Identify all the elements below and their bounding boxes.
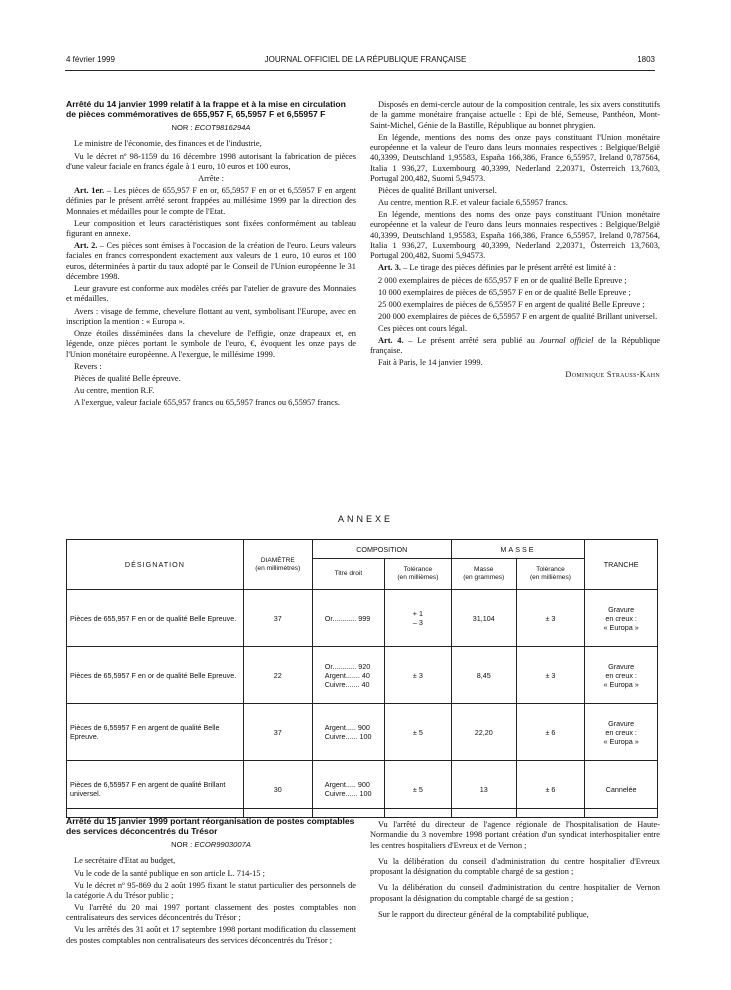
cell-line: Gravure: [608, 604, 635, 614]
decree1-title: Arrêté du 14 janvier 1999 relatif à la frappe et à la mise en circulation de pièces commémoratives de 655,957 F, 65,5957 F et 6,55957 F: [66, 99, 346, 119]
header-diametre: DIAMÈTRE (en millimètres): [243, 540, 312, 590]
page-header: [0, 55, 731, 69]
paragraph: Leur composition et leurs caractéristiques sont fixées conformément au tableau figurant en annexe.: [66, 218, 356, 239]
annexe-body: [67, 590, 658, 818]
decree2-nor: NOR : ECOR9903007A: [171, 840, 251, 850]
tolerance-cell: [385, 704, 452, 761]
page-number: 1803: [637, 55, 655, 64]
cell-line: Cuivre....... 40: [324, 679, 370, 689]
signatory: Dominique Strauss-Kahn: [565, 370, 660, 380]
paragraph: Disposés en demi-cercle autour de la composition centrale, les six avers constitutifs de la gamme monétaire française actuelle : Epi de blé, Semeuse, Panthéon, Mont-Saint-Michel, Génie de la Bastille, République au bonnet phrygien.: [370, 100, 660, 130]
header-masse-grams: Masse (en grammes): [451, 559, 516, 590]
masse-tolerance-cell: ± 6: [516, 704, 585, 761]
diametre-cell: 22: [243, 647, 312, 704]
tranche-cell: [585, 590, 658, 647]
cell-line: Gravure: [608, 718, 635, 728]
header-tranche: TRANCHE: [585, 540, 658, 590]
diametre-cell: 30: [243, 761, 312, 818]
cell-line: « Europa »: [603, 736, 639, 746]
paragraph: Le secrétaire d'Etat au budget,: [74, 856, 176, 866]
masse-cell: 31,104: [451, 590, 516, 647]
cell-line: ± 5: [412, 727, 423, 737]
cell-line: Cuivre...... 100: [324, 732, 372, 741]
cell-line: Cuivre...... 100: [324, 789, 372, 798]
masse-cell: 13: [451, 761, 516, 818]
paragraph: Vu les arrêtés des 31 août et 17 septembre 1998 portant modification du classement des postes comptables non centralisateurs des services déconcentrés du Trésor ;: [66, 925, 356, 945]
cell-line: en creux :: [605, 670, 637, 680]
cell-line: Argent..... 900: [324, 780, 370, 789]
cell-line: en creux :: [605, 727, 637, 737]
paragraph: 2 000 exemplaires de pièces de 655,957 F en or de qualité Belle Epreuve ;: [378, 275, 627, 285]
paragraph: Vu l'arrêté du 20 mai 1997 portant classement des postes comptables non centralisateurs des services déconcentrés du Trésor ;: [66, 903, 356, 923]
paragraph: 25 000 exemplaires de pièces de 6,55957 F en argent de qualité Belle Epreuve ;: [378, 299, 645, 309]
cell-line: Argent..... 900: [324, 723, 370, 732]
header-titre: Titre droit: [312, 559, 384, 590]
paragraph: 10 000 exemplaires de pièces de 65,5957 F en or de qualité Belle Epreuve ;: [378, 287, 631, 297]
titre-cell: [312, 590, 384, 647]
header-designation: DÉSIGNATION: [67, 540, 244, 590]
table-row: [67, 704, 658, 761]
tolerance-cell: [385, 647, 452, 704]
cell-line: Or............ 999: [324, 613, 371, 623]
designation-cell: Pièces de 655,957 F en or de qualité Belle Epreuve.: [67, 590, 244, 647]
paragraph: Vu la délibération du conseil d'administration du centre hospitalier de Vernon proposant la désignation du comptable chargé de sa gestion ;: [370, 883, 660, 903]
article-3: Art. 3. – Le tirage des pièces définies par le présent arrêté est limité à :: [378, 263, 616, 273]
tranche-cell: [585, 647, 658, 704]
cell-line: ± 5: [412, 784, 423, 794]
paragraph: Au centre, mention R.F.: [74, 385, 155, 395]
cell-line: en creux :: [605, 613, 637, 623]
paragraph: Vu le décret nº 98-1159 du 16 décembre 1998 autorisant la fabrication de pièces d'une valeur faciale en francs égale à 1 euro, 10 euros et 100 euros,: [66, 151, 356, 171]
paragraph: Avers : visage de femme, chevelure flottant au vent, symbolisant l'Europe, avec en inscription la mention : « Europa ».: [66, 306, 356, 326]
annexe-table: [66, 539, 658, 818]
paragraph: Vu le décret nº 95-869 du 2 août 1995 fixant le statut particulier des personnels de la catégorie A du Trésor public ;: [66, 880, 356, 900]
cell-line: Or............ 920: [324, 661, 371, 671]
masse-cell: 22,20: [451, 704, 516, 761]
diametre-cell: 37: [243, 704, 312, 761]
header-masse: MASSE: [451, 540, 585, 559]
designation-cell: Pièces de 6,55957 F en argent de qualité Belle Epreuve.: [67, 704, 244, 761]
paragraph: Pièces de qualité Belle épreuve.: [74, 373, 181, 383]
nor-code: ECOR9903007A: [194, 840, 251, 850]
cell-line: – 3: [412, 618, 423, 627]
article-2: Art. 2. – Ces pièces sont émises à l'occasion de la création de l'euro. Leurs valeurs faciales en francs correspondent exactement aux valeurs de 1 euro, 10 euros et 100 euros, déterminées à partir du taux adopté par le Conseil de l'Union européenne le 31 décembre 1998.: [66, 241, 356, 282]
cell-line: Cannelée: [605, 784, 637, 794]
header-rule: [65, 70, 655, 71]
designation-cell: Pièces de 6,55957 F en argent de qualité Brillant universel.: [67, 761, 244, 818]
designation-cell: Pièces de 65,5957 F en or de qualité Belle Epreuve.: [67, 647, 244, 704]
article-4: Art. 4. – Le présent arrêté sera publié au Journal officiel de la République française.: [370, 336, 660, 356]
titre-cell: [312, 704, 384, 761]
paragraph: Vu l'arrêté du directeur de l'agence régionale de l'hospitalisation de Haute-Normandie du 3 novembre 1998 portant création d'un syndicat interhospitalier entre les centres hospitaliers d'Evreux et de Vernon ;: [370, 820, 660, 850]
masse-tolerance-cell: ± 3: [516, 647, 585, 704]
masse-tolerance-cell: ± 3: [516, 590, 585, 647]
decree2-title: Arrêté du 15 janvier 1999 portant réorganisation de postes comptables des services déconcentrés du Trésor: [66, 816, 355, 836]
header-masse-tolerance: Tolérance (en millièmes): [516, 559, 585, 590]
arrete-heading: Arrête :: [198, 173, 224, 183]
paragraph: Onze étoiles disséminées dans la chevelure de l'effigie, onze drapeaux et, en légende, onze pièces portant le symbole de l'euro, €, évoquent les onze pays de l'Union monétaire européenne. A l'exergue, le millésime 1999.: [66, 328, 356, 359]
annexe-title: ANNEXE: [337, 514, 393, 524]
decree1-nor: NOR : ECOT9816294A: [171, 123, 251, 133]
header-composition: COMPOSITION: [312, 540, 451, 559]
cell-line: + 1: [412, 609, 423, 618]
section-divider: [66, 808, 658, 809]
masse-tolerance-cell: ± 6: [516, 761, 585, 818]
decree1-left-column: [66, 100, 356, 410]
paragraph: A l'exergue, valeur faciale 655,957 francs ou 65,5957 francs ou 6,55957 francs.: [74, 397, 341, 407]
paragraph: Leur gravure est conforme aux modèles créés par l'atelier de gravure des Monnaies et médailles.: [66, 284, 356, 304]
paragraph: En légende, mentions des noms des onze pays constituant l'Union monétaire européenne et la valeur de l'euro dans leurs monnaies respectives : Belgique/België 40,3399, Deutschland 1,95583, España 166,386, France 6,55957, Ireland 0,787564, Italia 1 936,27, Luxembourg 40,3399, Nederland 2,20371, Österreich 13,7603, Portugal 200,482, Suomi 5,94573.: [370, 132, 660, 183]
cell-line: Gravure: [608, 661, 635, 671]
nor-code: ECOT9816294A: [194, 123, 251, 133]
paragraph: 200 000 exemplaires de pièces de 6,55957 F en argent de qualité Brillant universel.: [378, 311, 658, 321]
journal-title: JOURNAL OFFICIEL DE LA RÉPUBLIQUE FRANÇAISE: [264, 55, 467, 64]
paragraph: Ces pièces ont cours légal.: [378, 323, 468, 333]
paragraph: Au centre, mention R.F. et valeur faciale 6,55957 francs.: [378, 198, 568, 208]
tolerance-cell: [385, 590, 452, 647]
tranche-cell: [585, 704, 658, 761]
paragraph: Le ministre de l'économie, des finances et de l'industrie,: [74, 139, 262, 149]
paragraph: Pièces de qualité Brillant universel.: [378, 185, 497, 195]
cell-line: Argent....... 40: [324, 670, 370, 680]
cell-line: « Europa »: [603, 622, 639, 632]
signature-date: Fait à Paris, le 14 janvier 1999.: [378, 358, 483, 368]
issue-date: 4 février 1999: [66, 55, 115, 64]
cell-line: ± 3: [412, 670, 423, 680]
paragraph: Vu le code de la santé publique en son article L. 714-15 ;: [74, 868, 265, 878]
cell-line: « Europa »: [603, 679, 639, 689]
paragraph: Revers :: [74, 361, 102, 371]
paragraph: En légende, mentions des noms des onze pays constituant l'Union monétaire européenne et la valeur de l'euro dans leurs monnaies respectives : Belgique/België 40,3399, Deutschland 1,95583, España 166,386, France 6,55957, Ireland 0,787564, Italia 1 936,27, Luxembourg 40,3399, Nederland 2,20371, Österreich 13,7603, Portugal 200,482, Suomi 5,94573.: [370, 210, 660, 261]
paragraph: Sur le rapport du directeur général de la comptabilité publique,: [378, 910, 589, 920]
paragraph: Vu la délibération du conseil d'administration du centre hospitalier d'Evreux proposant la désignation du comptable chargé de sa gestion ;: [370, 856, 660, 877]
decree2-left-column: [66, 817, 356, 948]
table-row: [67, 647, 658, 704]
titre-cell: [312, 647, 384, 704]
masse-cell: 8,45: [451, 647, 516, 704]
diametre-cell: 37: [243, 590, 312, 647]
table-row: [67, 590, 658, 647]
decree2-right-column: [370, 820, 660, 922]
decree1-right-column: [370, 100, 660, 383]
article-1: Art. 1er. – Les pièces de 655,957 F en or, 65,5957 F en or et 6,55957 F en argent définies par le présent arrêté seront frappées au millésime 1999 par la direction des Monnaies et médailles pour le compte de l'Etat.: [66, 186, 357, 216]
header-tolerance: Tolérance (en millièmes): [385, 559, 452, 590]
